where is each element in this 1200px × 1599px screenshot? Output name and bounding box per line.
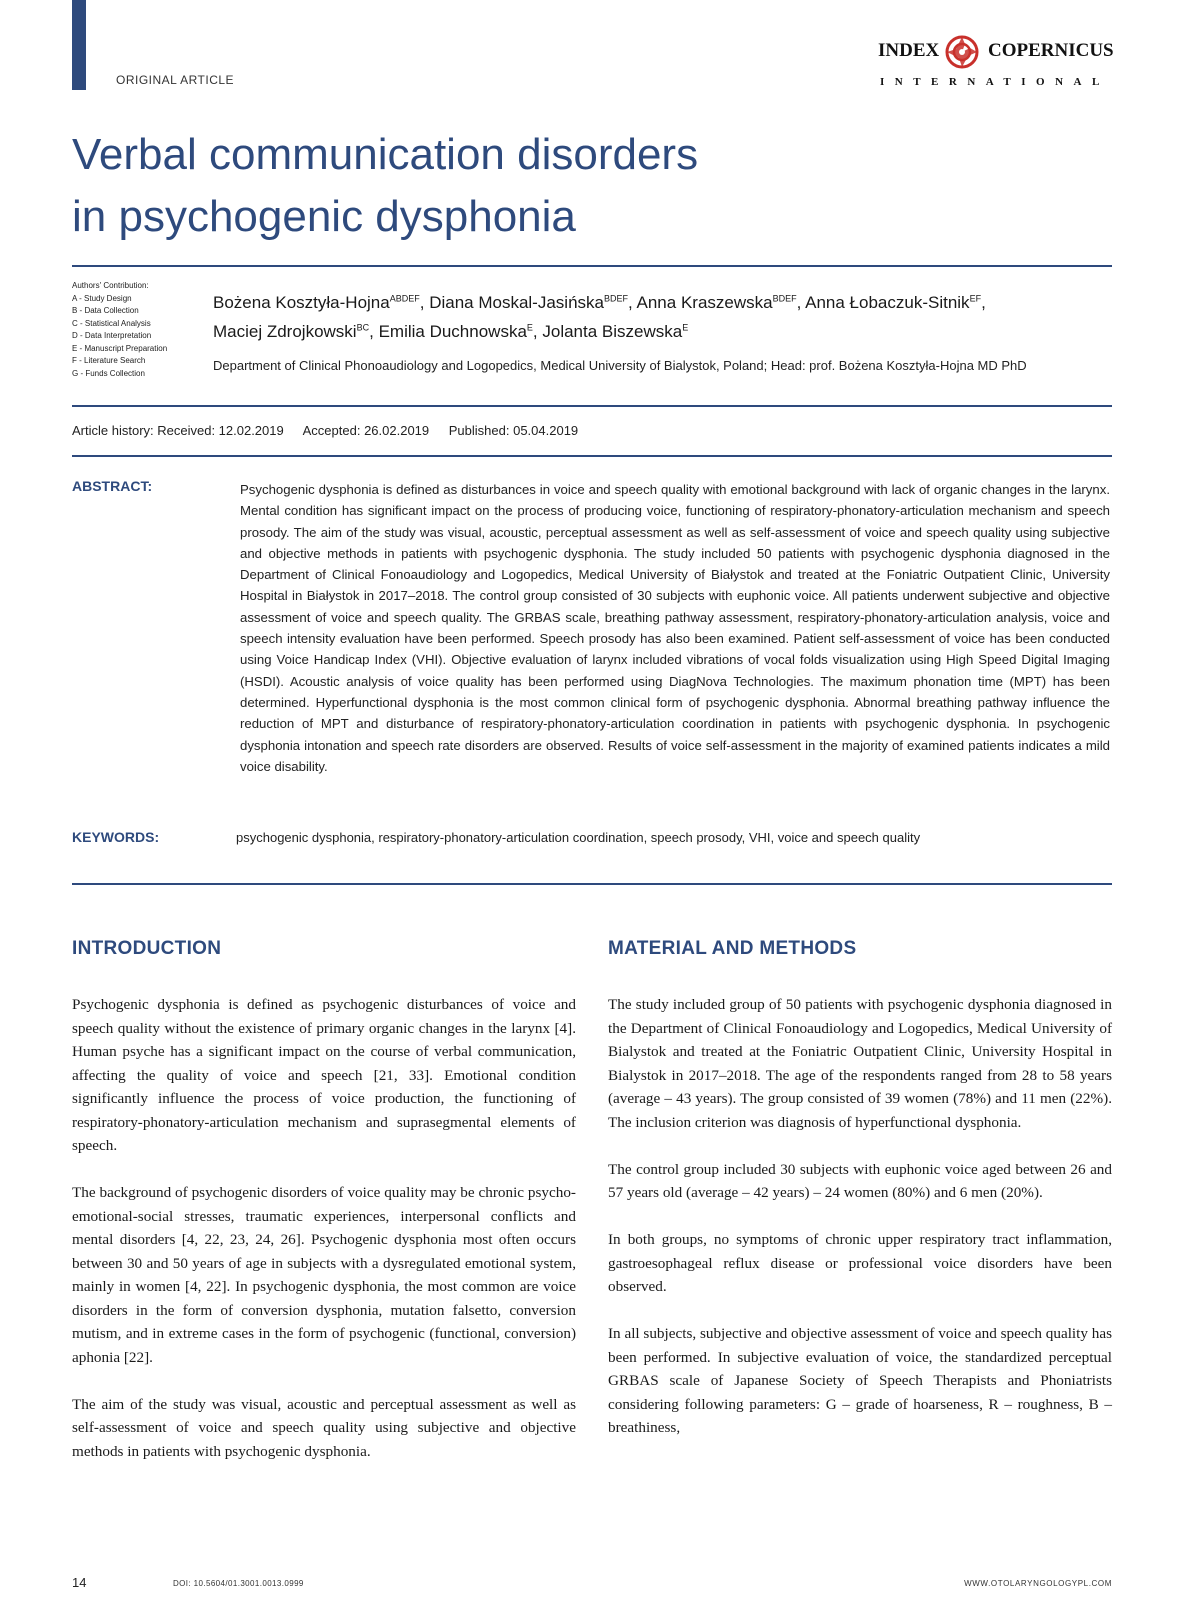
abstract-text: Psychogenic dysphonia is defined as disturbances in voice and speech quality with emotional background with lack of organic changes in the larynx. Mental condition has significant impact on the process of producing voice, functioning of respiratory-phonatory-articulation mechanism and speech prosody. The aim of the study was visual, acoustic, perceptual assessment as well as self-assessment of voice and speech quality using subjective and objective methods in patients with psychogenic dysphonia. The study included 50 patients with psychogenic dysphonia diagnosed in the Department of Clinical Fonoaudiology and Logopedics, Medical University of Białystok and treated at the Foniatric Outpatient Clinic, University Hospital in Białystok in 2017–2018. The control group consisted of 30 subjects with euphonic voice. All patients underwent subjective and objective assessment of voice and speech quality. The GRBAS scale, breathing pathway assessment, respiratory-phonatory-articulation analysis, voice and speech intensity evaluation have been performed. Speech prosody has also been examined. Patient self-assessment of voice has been conducted using Voice Handicap Index (VHI). Objective evaluation of larynx included vibrations of vocal folds visualization using High Speed Digital Imaging (HSDI). Acoustic analysis of voice quality has been performed using DiagNova Technologies. The maximum phonation time (MPT) has been determined. Hyperfunctional dysphonia is the most common clinical form of psychogenic dysphonia. Abnormal breathing pathway influence the reduction of MPT and disturbance of respiratory-phonatory-articulation coordination in patients with psychogenic dysphonia. In psychogenic dysphonia intonation and speech rate disorders are observed. Results of voice self-assessment in the majority of examined patients indicates a mild voice disability. [240,482,1110,774]
history-divider [72,455,1112,457]
history-received: Article history: Received: 12.02.2019 [72,423,284,438]
author-contribution-code: ABDEF [389,293,420,304]
introduction-paragraph: The background of psychogenic disorders of voice quality may be chronic psycho-emotional-social stresses, traumatic experiences, interpersonal conflicts and mental disorders [4, 22, 23, 24, 26]. Psychogenic dysphonia most often occurs between 30 and 50 years of age in subjects with a dysregulated emotional system, mainly in women [4, 22]. In psychogenic dysphonia, the most common are voice disorders in the form of conversion dysphonia, mutation falsetto, conversion mutism, and in extreme cases in the form of psychogenic (functional, conversion) aphonia [22]. [72,1184,576,1366]
journal-url[interactable]: WWW.OTOLARYNGOLOGYPL.COM [964,1579,1112,1588]
header-accent-bar [72,0,86,90]
methods-paragraph: In both groups, no symptoms of chronic upper respiratory tract inflammation, gastroesophageal reflux disease or professional voice disorders have been observed. [608,1231,1112,1295]
article-title [72,124,892,248]
author-name: Maciej Zdrojkowski [213,322,357,341]
author-name: Anna Kraszewska [636,293,773,312]
contribution-item: E - Manuscript Preparation [72,343,168,353]
author-contribution-code: BDEF [772,293,797,304]
publisher-logo [878,34,1114,90]
methods-paragraph: In all subjects, subjective and objective assessment of voice and speech quality has been performed. In subjective evaluation of voice, the standardized perceptual GRBAS scale of Japanese Society of Speech Therapists and Phoniatrists considering following parameters: G – grade of hoarseness, R – roughness, B – breathiness, [608,1325,1112,1436]
title-line-1: Verbal communication disorders [72,130,699,179]
author-contribution-code: EF [969,293,982,304]
page-number: 14 [72,1575,87,1590]
author-name: Diana Moskal-Jasińska [429,293,604,312]
introduction-section [72,935,576,1487]
authors-contribution-legend [72,280,202,380]
abstract-label: ABSTRACT: [72,478,153,494]
logo-word-index: INDEX [878,40,940,61]
history-published: Published: 05.04.2019 [448,423,579,438]
contribution-item: D - Data Interpretation [72,331,152,340]
contribution-item: A - Study Design [72,293,132,303]
contribution-item: F - Literature Search [72,356,146,365]
author-name: Jolanta Biszewska [542,322,683,341]
author-entry [213,293,420,312]
methods-paragraph: The study included group of 50 patients with psychogenic dysphonia diagnosed in the Department of Clinical Fonoaudiology and Logopedics, Medical University of Bialystok and treated at the Foniatric Outpatient Clinic, University Hospital in Bialystok in 2017–2018. The age of the respondents ranged from 28 to 58 years (average – 43 years). The group consisted of 39 women (78%) and 11 men (22%). The inclusion criterion was diagnosis of hyperfunctional dysphonia. [608,996,1112,1131]
article-history [72,423,594,438]
index-copernicus-logo-icon [944,34,980,70]
methods-section [608,935,1112,1463]
history-accepted: Accepted: 26.02.2019 [302,423,430,438]
author-contribution-code: E [682,322,689,333]
keywords-text: psychogenic dysphonia, respiratory-phonatory-articulation coordination, speech prosody, VHI, voice and speech quality [236,830,921,845]
author-entry [213,322,369,341]
author-contribution-code: BDEF [603,293,628,304]
methods-heading: MATERIAL AND METHODS [608,938,857,959]
author-entry [429,293,628,312]
title-divider [72,265,1112,267]
introduction-paragraph: The aim of the study was visual, acoustic and perceptual assessment as well as self-assessment of voice and speech quality using subjective and objective methods in patients with psychogenic dysphonia. [72,1395,576,1460]
author-name: Bożena Kosztyła-Hojna [213,293,390,312]
author-entry [637,293,797,312]
abstract-divider [72,883,1112,885]
contribution-item: C - Statistical Analysis [72,318,151,328]
contribution-item: G - Funds Collection [72,368,145,378]
introduction-heading: INTRODUCTION [72,938,222,959]
logo-subtitle: INTERNATIONAL [880,76,1110,88]
contribution-item: B - Data Collection [72,306,139,315]
methods-paragraph: The control group included 30 subjects with euphonic voice aged between 26 and 57 years old (average – 42 years) – 24 women (80%) and 6 men (20%). [608,1160,1112,1201]
authors-divider [72,405,1112,407]
keywords-label: KEYWORDS: [72,829,160,845]
introduction-paragraph: Psychogenic dysphonia is defined as psychogenic disturbances of voice and speech quality without the existence of primary organic changes in the larynx [4]. Human psyche has a significant impact on the course of verbal communication, affecting the quality of voice and speech [21, 33]. Emotional condition significantly influence the process of voice production, the functioning of respiratory-phonatory-articulation mechanism and suprasegmental elements of speech. [72,996,576,1154]
logo-word-copernicus: COPERNICUS [988,40,1114,61]
author-name: Emilia Duchnowska [378,322,527,341]
author-entry [542,322,688,341]
author-name: Anna Łobaczuk-Sitnik [805,293,970,312]
author-contribution-code: E [526,322,533,333]
article-type-label: ORIGINAL ARTICLE [116,73,235,87]
affiliation: Department of Clinical Phonoaudiology and Logopedics, Medical University of Bialystok, Poland; Head: prof. Bożena Kosztyła-Hojna MD PhD [213,358,1027,373]
author-contribution-code: BC [356,322,370,333]
author-entry [379,322,533,341]
author-list: Bożena Kosztyła-Hojna$^{ABDEF}$, Diana Moskal-Jasińska$^{BDEF}$, Anna Kraszewska$^{BDEF}$, Anna Łobaczuk-Sitnik$^{EF}$, Maciej Zdrojkowski$^{BC}$, Emilia Duchnowska$^E$, Jolanta Biszewska$^E$ [213,293,986,341]
author-entry [805,293,981,312]
contribution-item: Authors' Contribution: [72,281,149,290]
doi-text: DOI: 10.5604/01.3001.0013.0999 [173,1579,304,1588]
title-line-2: in psychogenic dysphonia [72,192,576,241]
